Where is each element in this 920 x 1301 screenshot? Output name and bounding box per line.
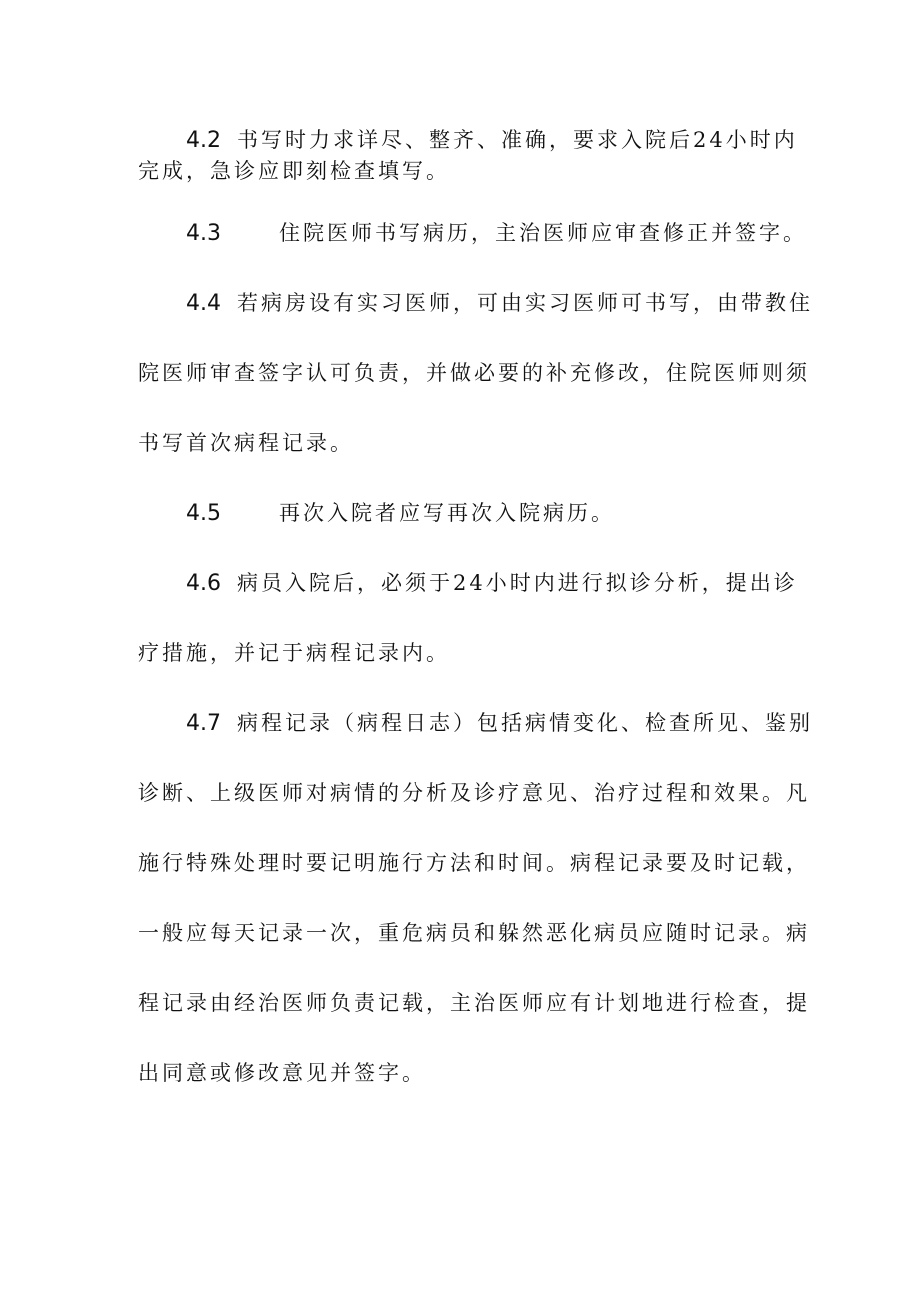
section-number: 4.5	[186, 501, 221, 526]
paragraph-4-2-line-2	[138, 157, 450, 185]
paragraph-text: 书写时力求详尽、整齐、准确，要求入院后24小时内	[237, 128, 798, 152]
section-number: 4.4	[186, 291, 221, 316]
paragraph-4-4-line-2	[138, 359, 810, 387]
paragraph-text: 病员入院后，必须于24小时内进行拟诊分析，提出诊	[237, 571, 798, 595]
paragraph-text: 一般应每天记录一次，重危病员和躲然恶化病员应随时记录。病	[138, 921, 810, 945]
paragraph-4-4-line-1	[186, 289, 813, 318]
paragraph-text: 住院医师书写病历，主治医师应审查修正并签字。	[279, 221, 807, 245]
paragraph-text: 再次入院者应写再次入院病历。	[279, 501, 615, 525]
paragraph-4-7-line-2	[138, 779, 810, 807]
paragraph-4-2-line-1	[186, 126, 798, 155]
paragraph-text: 病程记录（病程日志）包括病情变化、检查所见、鉴别	[237, 711, 813, 735]
paragraph-text: 出同意或修改意见并签字。	[138, 1061, 426, 1085]
paragraph-text: 若病房设有实习医师，可由实习医师可书写，由带教住	[237, 291, 813, 315]
paragraph-4-4-line-3	[138, 429, 354, 457]
section-number: 4.7	[186, 711, 221, 736]
paragraph-4-7-line-5	[138, 989, 810, 1017]
section-number: 4.3	[186, 221, 221, 246]
paragraph-text: 程记录由经治医师负责记载，主治医师应有计划地进行检查，提	[138, 991, 810, 1015]
paragraph-text: 诊断、上级医师对病情的分析及诊疗意见、治疗过程和效果。凡	[138, 781, 810, 805]
paragraph-4-6-line-2	[138, 639, 450, 667]
paragraph-text: 施行特殊处理时要记明施行方法和时间。病程记录要及时记载，	[138, 851, 810, 875]
paragraph-4-7-line-4	[138, 919, 810, 947]
section-number: 4.6	[186, 571, 221, 596]
paragraph-4-7-line-6	[138, 1059, 426, 1087]
paragraph-text: 院医师审查签字认可负责，并做必要的补充修改，住院医师则须	[138, 361, 810, 385]
paragraph-text: 完成，急诊应即刻检查填写。	[138, 159, 450, 183]
paragraph-4-3-line-1	[186, 219, 807, 248]
paragraph-4-7-line-3	[138, 849, 810, 877]
section-number: 4.2	[186, 128, 221, 153]
paragraph-text: 疗措施，并记于病程记录内。	[138, 641, 450, 665]
paragraph-text: 书写首次病程记录。	[138, 431, 354, 455]
paragraph-4-6-line-1	[186, 569, 798, 598]
paragraph-4-7-line-1	[186, 709, 813, 738]
paragraph-4-5-line-1	[186, 499, 615, 528]
